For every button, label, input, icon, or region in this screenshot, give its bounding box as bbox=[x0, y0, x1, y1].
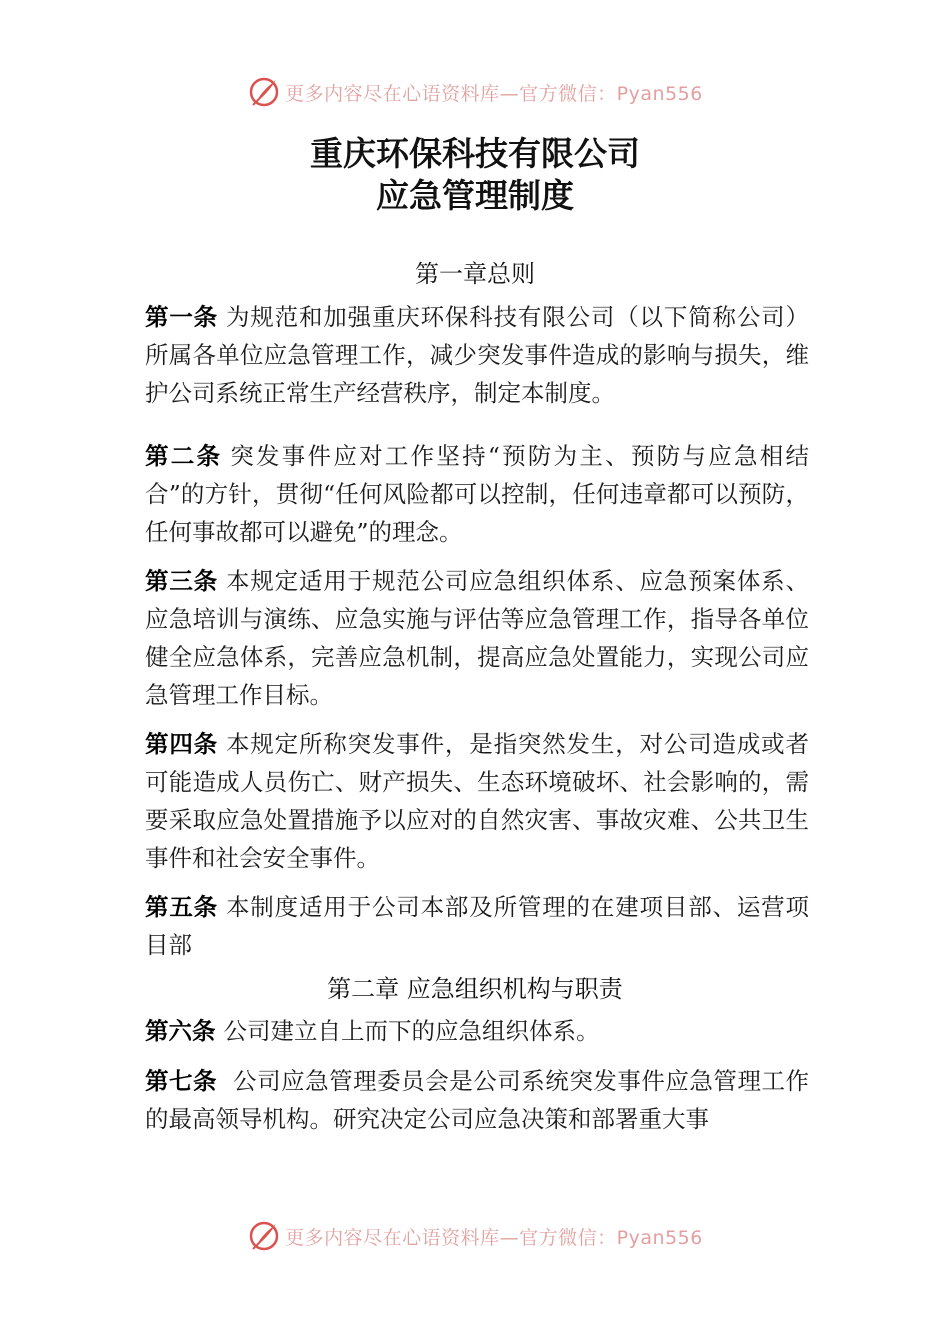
article-text: 突发事件应对工作坚持“预防为主、预防与应急相结合”的方针，贯彻“任何风险都可以控制，任何违章都可以预防，任何事故都可以避免”的理念。 bbox=[145, 442, 810, 546]
watermark-text: 更多内容尽在心语资料库—官方微信：Pyan556 bbox=[285, 1226, 703, 1249]
article-label: 第六条 bbox=[145, 1017, 216, 1045]
article-3 bbox=[145, 562, 809, 714]
document-title-company: 重庆环保科技有限公司 bbox=[310, 134, 640, 173]
article-text: 为规范和加强重庆环保科技有限公司（以下简称公司）所属各单位应急管理工作，减少突发事件造成的影响与损失，维护公司系统正常生产经营秩序，制定本制度。 bbox=[145, 303, 810, 407]
article-label: 第三条 bbox=[145, 567, 218, 595]
article-label: 第二条 bbox=[145, 442, 223, 470]
feather-pen-logo-icon bbox=[247, 75, 281, 109]
article-5 bbox=[145, 888, 809, 964]
watermark-banner-top bbox=[0, 72, 950, 112]
feather-pen-logo-icon bbox=[247, 1219, 281, 1253]
article-7 bbox=[145, 1062, 809, 1138]
article-2 bbox=[145, 437, 809, 551]
watermark-text: 更多内容尽在心语资料库—官方微信：Pyan556 bbox=[285, 82, 703, 105]
article-text: 本制度适用于公司本部及所管理的在建项目部、运营项目部 bbox=[145, 893, 810, 959]
article-label: 第五条 bbox=[145, 893, 218, 921]
chapter-heading-2: 第二章 应急组织机构与职责 bbox=[327, 975, 623, 1003]
document-title-policy: 应急管理制度 bbox=[376, 176, 574, 215]
article-6 bbox=[145, 1012, 809, 1050]
watermark-banner-bottom bbox=[0, 1216, 950, 1256]
article-label: 第七条 bbox=[145, 1067, 218, 1095]
article-text: 公司建立自上而下的应急组织体系。 bbox=[223, 1017, 600, 1045]
article-4 bbox=[145, 725, 809, 877]
chapter-heading-1: 第一章总则 bbox=[415, 260, 535, 288]
article-label: 第一条 bbox=[145, 303, 218, 331]
article-text: 本规定所称突发事件，是指突然发生，对公司造成或者可能造成人员伤亡、财产损失、生态环境破坏、社会影响的，需要采取应急处置措施予以应对的自然灾害、事故灾难、公共卫生事件和社会安全事件。 bbox=[145, 730, 810, 872]
article-1 bbox=[145, 298, 809, 412]
article-text: 公司应急管理委员会是公司系统突发事件应急管理工作的最高领导机构。研究决定公司应急决策和部署重大事 bbox=[145, 1067, 809, 1133]
article-text: 本规定适用于规范公司应急组织体系、应急预案体系、应急培训与演练、应急实施与评估等应急管理工作，指导各单位健全应急体系，完善应急机制，提高应急处置能力，实现公司应急管理工作目标。 bbox=[145, 567, 810, 709]
article-label: 第四条 bbox=[145, 730, 218, 758]
